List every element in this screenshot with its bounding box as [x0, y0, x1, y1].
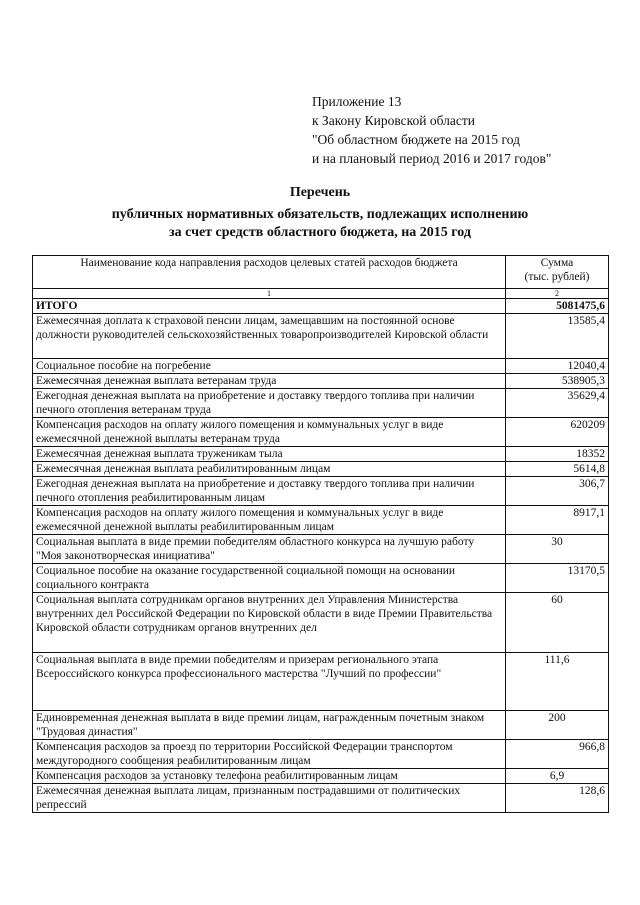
row-value: 12040,4 — [506, 359, 609, 374]
table-row — [33, 418, 609, 447]
row-value: 60 — [506, 593, 609, 653]
table-row — [33, 740, 609, 769]
row-value: 306,7 — [506, 477, 609, 506]
row-name: Социальная выплата в виде премии победителям областного конкурса на лучшую работу "Моя законотворческая инициатива" — [33, 535, 506, 564]
row-name: Социальная выплата в виде премии победителям и призерам регионального этапа Всероссийского конкурса профессионального мастерства "Лучший по профессии" — [33, 653, 506, 711]
row-value: 35629,4 — [506, 389, 609, 418]
table-header-row — [33, 256, 609, 289]
row-name: Компенсация расходов на оплату жилого помещения и коммунальных услуг в виде ежемесячной денежной выплаты реабилитированным лицам — [33, 506, 506, 535]
table-row — [33, 314, 609, 359]
row-name: Ежегодная денежная выплата на приобретение и доставку твердого топлива при наличии печного отопления реабилитированным лицам — [33, 477, 506, 506]
total-value: 5081475,6 — [506, 299, 609, 314]
row-name: Компенсация расходов на оплату жилого помещения и коммунальных услуг в виде ежемесячной денежной выплаты ветеранам труда — [33, 418, 506, 447]
row-value: 13585,4 — [506, 314, 609, 359]
row-value: 6,9 — [506, 769, 609, 784]
total-label: ИТОГО — [33, 299, 506, 314]
row-name: Ежемесячная доплата к страховой пенсии лицам, замещавшим на постоянной основе должности руководителей сельскохозяйственных товаропроизводителей Кировской области — [33, 314, 506, 359]
row-value: 128,6 — [506, 784, 609, 813]
table-row — [33, 447, 609, 462]
header-sum — [506, 256, 609, 289]
row-name: Компенсация расходов за проезд по территории Российской Федерации транспортом междугородного сообщения реабилитированным лицам — [33, 740, 506, 769]
row-name: Социальная выплата сотрудникам органов внутренних дел Управления Министерства внутренних дел Российской Федерации по Кировской области в виде Премии Правительства Кировской области сотрудникам органов внутренних дел — [33, 593, 506, 653]
column-number-row — [33, 289, 609, 299]
header-name: Наименование кода направления расходов целевых статей расходов бюджета — [33, 256, 506, 289]
row-name: Ежемесячная денежная выплата ветеранам труда — [33, 374, 506, 389]
document-subtitle-line-1: публичных нормативных обязательств, подлежащих исполнению — [111, 207, 529, 222]
table-row — [33, 593, 609, 653]
document-subtitle-line-2: за счет средств областного бюджета, на 2015 год — [169, 225, 471, 240]
row-name: Ежемесячная денежная выплата труженикам тыла — [33, 447, 506, 462]
appendix-line-1: Приложение 13 — [312, 94, 402, 109]
appendix-line-3: "Об областном бюджете на 2015 год — [312, 132, 520, 147]
document-title: Перечень — [289, 185, 351, 200]
row-name: Ежегодная денежная выплата на приобретение и доставку твердого топлива при наличии печного отопления ветеранам труда — [33, 389, 506, 418]
table-row — [33, 374, 609, 389]
row-value: 30 — [506, 535, 609, 564]
row-name: Социальное пособие на погребение — [33, 359, 506, 374]
row-value: 620209 — [506, 418, 609, 447]
row-value: 8917,1 — [506, 506, 609, 535]
table-row — [33, 389, 609, 418]
table-row — [33, 711, 609, 740]
table-row — [33, 769, 609, 784]
table-row — [33, 653, 609, 711]
table-row — [33, 564, 609, 593]
row-value: 111,6 — [506, 653, 609, 711]
total-row — [33, 299, 609, 314]
header-sum-unit: (тыс. рублей) — [524, 271, 590, 283]
table-row — [33, 784, 609, 813]
table-row — [33, 535, 609, 564]
row-name: Компенсация расходов за установку телефона реабилитированным лицам — [33, 769, 506, 784]
column-number-1: 1 — [33, 289, 506, 299]
row-name: Единовременная денежная выплата в виде премии лицам, награжденным почетным знаком "Трудовая династия" — [33, 711, 506, 740]
row-name: Ежемесячная денежная выплата реабилитированным лицам — [33, 462, 506, 477]
column-number-2: 2 — [506, 289, 609, 299]
header-sum-label: Сумма — [540, 257, 574, 269]
row-value: 13170,5 — [506, 564, 609, 593]
table-row — [33, 506, 609, 535]
obligations-table — [32, 255, 609, 813]
row-value: 18352 — [506, 447, 609, 462]
row-name: Ежемесячная денежная выплата лицам, признанным пострадавшими от политических репрессий — [33, 784, 506, 813]
appendix-line-2: к Закону Кировской области — [312, 113, 476, 128]
appendix-line-4: и на плановый период 2016 и 2017 годов" — [312, 151, 552, 166]
table-row — [33, 359, 609, 374]
row-value: 200 — [506, 711, 609, 740]
table-row — [33, 477, 609, 506]
table-row — [33, 462, 609, 477]
row-name: Социальное пособие на оказание государственной социальной помощи на основании социального контракта — [33, 564, 506, 593]
row-value: 5614,8 — [506, 462, 609, 477]
row-value: 538905,3 — [506, 374, 609, 389]
row-value: 966,8 — [506, 740, 609, 769]
appendix-reference — [312, 92, 551, 168]
